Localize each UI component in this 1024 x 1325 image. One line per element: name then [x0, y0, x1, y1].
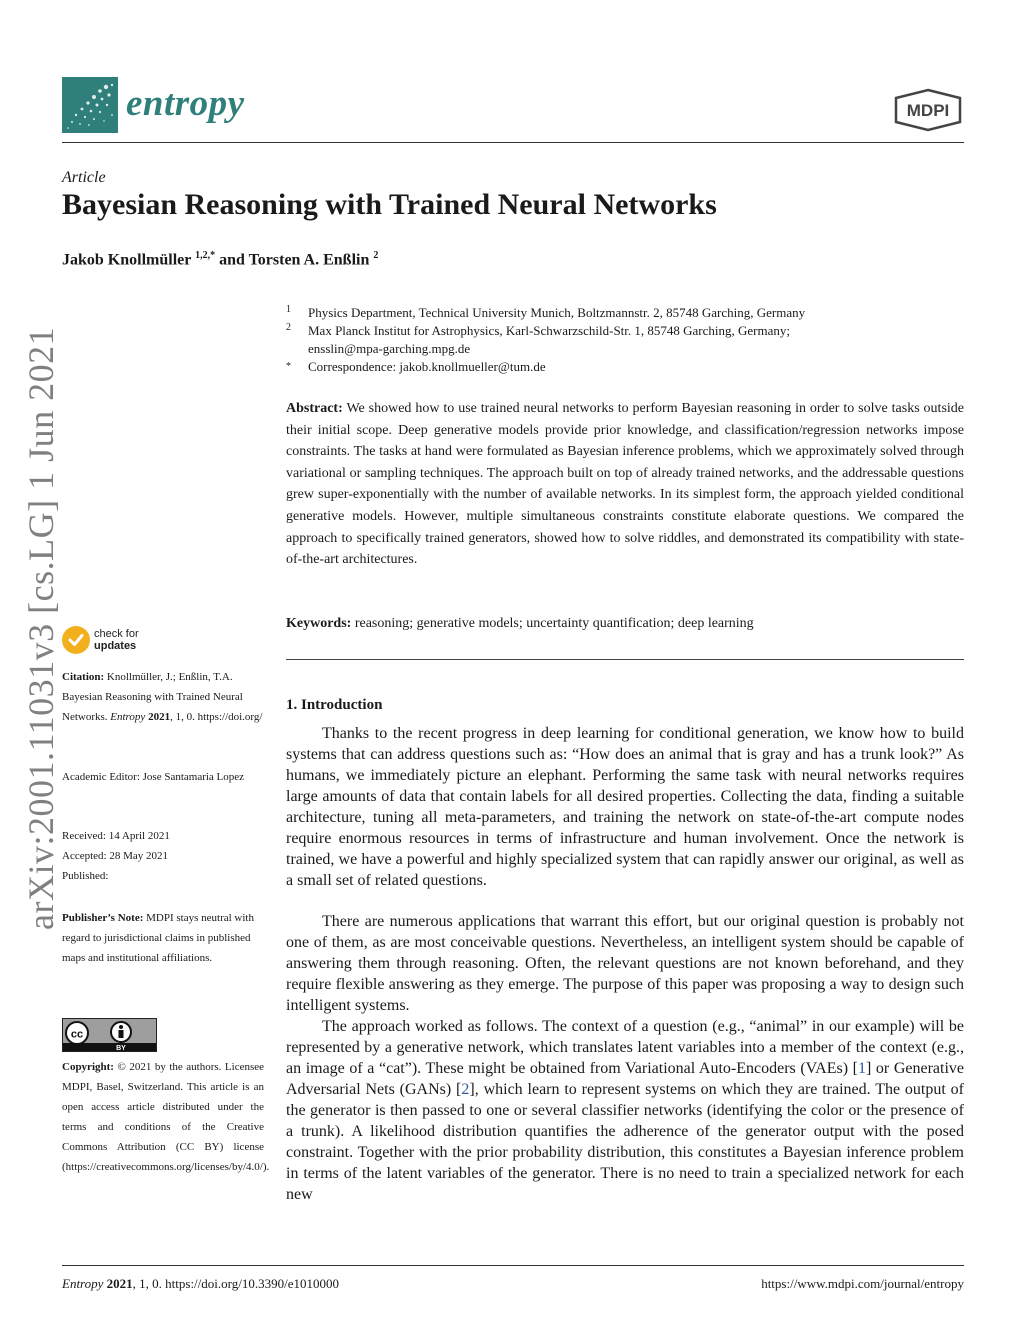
- citation-link[interactable]: 1: [857, 1060, 866, 1077]
- footer-journal-url[interactable]: https://www.mdpi.com/journal/entropy: [761, 1276, 964, 1291]
- paragraph-text: There are numerous applications that warrant this effort, but our original question is probably not one of them, as are most conceivable questions. Nevertheless, an intelligent system should be capable of answering them through reasoning. Often, the relevant questions are not known beforehand, and they require flexible answering as they emerge. The purpose of this paper was proposing a way to design such intelligent systems.: [286, 913, 964, 1014]
- mdpi-logo-text: MDPI: [906, 101, 950, 120]
- published-date: Published:: [62, 870, 109, 882]
- author-list: [62, 250, 378, 269]
- paragraph-text: ], which learn to represent systems on which they are trained. The output of the generator is then passed to one or several classifier networks (identifying the color or the presence of a trunk). A likelihood distribution quantifies the adherence of the generator output with the posed constraint. Together with the prior probability distribution, this constitutes a Bayesian inference problem in terms of the latent variables of the generator. There is no need to train a specialized network for each new: [286, 1081, 964, 1203]
- affiliation-number: *: [286, 361, 291, 372]
- copyright-notice: [62, 1057, 270, 1177]
- check-updates-icon: [62, 626, 90, 654]
- author-connector: and: [215, 251, 249, 269]
- mdpi-logo-icon: [892, 88, 964, 132]
- abstract: [286, 398, 964, 571]
- header-divider: [62, 142, 964, 143]
- correspondence-email[interactable]: Correspondence: jakob.knollmueller@tum.de: [308, 359, 546, 374]
- paragraph-text: ] or Generative Adversarial Nets (GANs) [: [286, 1060, 965, 1098]
- footer-citation: [62, 1276, 339, 1292]
- footer-doi-link[interactable]: , 1, 0. https://doi.org/10.3390/e1010000: [132, 1276, 339, 1291]
- affiliation-number: 1: [286, 304, 291, 315]
- citation-label: Citation:: [62, 671, 105, 683]
- article-type: Article: [62, 169, 106, 186]
- keywords-text: reasoning; generative models; uncertainty quantification; deep learning: [354, 616, 754, 631]
- check-updates-line1: check for: [94, 628, 139, 640]
- affiliation-text: Physics Department, Technical University Munich, Boltzmannstr. 2, 85748 Garching, Germany: [308, 305, 806, 320]
- citation-link[interactable]: 2: [461, 1081, 470, 1098]
- paragraph-text: The approach worked as follows. The context of a question (e.g., “animal” in our example) will be represented by a generative network, which translates latent variables into a member of the context (e.g., an image of a “cat”). These might be obtained from Variational Auto-Encoders (VAEs) [: [286, 1018, 964, 1077]
- journal-logo-icon: [62, 77, 118, 133]
- copyright-text: © 2021 by the authors. Licensee MDPI, Basel, Switzerland. This article is an open access article distributed under the terms and conditions of the Creative Commons Attribution (CC BY) license (https://creativecommons.org/licenses/by/4.0/).: [62, 1061, 270, 1173]
- intro-paragraph: [286, 911, 964, 1016]
- affiliation-text: Max Planck Institut for Astrophysics, Karl-Schwarzschild-Str. 1, 85748 Garching, Germany;: [308, 323, 790, 338]
- abstract-label: Abstract:: [286, 401, 343, 416]
- section-heading: 1. Introduction: [286, 697, 383, 713]
- publisher-note-label: Publisher’s Note:: [62, 912, 144, 924]
- citation-text: Knollmüller, J.; Enßlin, T.A. Bayesian Reasoning with Trained Neural Networks.: [62, 671, 243, 723]
- author-name: Torsten A. Enßlin: [248, 251, 370, 269]
- check-updates-label: [94, 628, 139, 652]
- affiliation-number: 2: [286, 322, 291, 333]
- footer-year: 2021: [103, 1276, 133, 1291]
- abstract-divider: [286, 659, 964, 660]
- citation-doi[interactable]: , 1, 0. https://doi.org/: [170, 711, 263, 723]
- abstract-text: We showed how to use trained neural networks to perform Bayesian reasoning in order to solve tasks outside their initial scope. Deep generative models provide prior knowledge, and classification/regression networks impose constraints. The tasks at hand were formulated as Bayesian inference problems, which we approximately solved through variational or sampling techniques. The approach built on top of already trained networks, and the addressable questions grew super-exponentially with the number of available networks. In its simplest form, the approach yielded conditional generative models. However, multiple simultaneous constraints constitute elaborate questions. We compared the approach to specifically trained generators, showed how to solve riddles, and demonstrated its compatibility with state-of-the-art architectures.: [286, 401, 964, 568]
- affiliation-email[interactable]: ensslin@mpa-garching.mpg.de: [308, 341, 471, 356]
- publisher-note: [62, 908, 264, 968]
- journal-name: entropy: [126, 83, 245, 124]
- academic-editor: Academic Editor: Jose Santamaria Lopez: [62, 771, 245, 783]
- author-affiliation-sup: 1,2,*: [195, 250, 216, 261]
- check-for-updates-button[interactable]: [62, 626, 172, 658]
- cc-by-label: BY: [116, 1045, 126, 1051]
- keywords: [286, 614, 964, 634]
- author-name: Jakob Knollmüller: [62, 251, 192, 269]
- intro-paragraph: [286, 723, 964, 891]
- publisher-note-text: MDPI stays neutral with regard to jurisdictional claims in published maps and institutional affiliations.: [62, 912, 254, 964]
- intro-paragraph: [286, 1016, 964, 1205]
- svg-text:cc: cc: [70, 1028, 84, 1041]
- paper-title: Bayesian Reasoning with Trained Neural Networks: [62, 188, 717, 221]
- accepted-date: Accepted: 28 May 2021: [62, 850, 168, 862]
- paragraph-text: Thanks to the recent progress in deep learning for conditional generation, we know how to build systems that can address questions such as: “How does an animal that is gray and has a trunk look?” As humans, we immediately picture an elephant. Performing the same task with neural networks requires large amounts of data that contain labels for all desired properties. Collecting the data, finding a suitable architecture, tuning all meta-parameters, and training the network on state-of-the-art compute nodes require enormous resources in terms of infrastructure and human involvement. Once the network is trained, we have a powerful and highly specialized system that can rapidly answer our original, as well as a small set of related questions.: [286, 725, 964, 889]
- keywords-label: Keywords:: [286, 616, 352, 631]
- author-affiliation-sup: 2: [373, 250, 379, 261]
- copyright-label: Copyright:: [62, 1061, 114, 1073]
- received-date: Received: 14 April 2021: [62, 830, 170, 842]
- citation-year: 2021: [145, 711, 171, 723]
- cc-by-license-badge[interactable]: [62, 1018, 157, 1052]
- footer-journal: Entropy: [62, 1276, 104, 1291]
- check-updates-line2: updates: [94, 640, 137, 652]
- citation-journal: Entropy: [110, 711, 146, 723]
- citation-block: [62, 667, 264, 727]
- arxiv-stamp: arXiv:2001.11031v3 [cs.LG] 1 Jun 2021: [21, 326, 61, 930]
- footer-divider: [62, 1265, 964, 1266]
